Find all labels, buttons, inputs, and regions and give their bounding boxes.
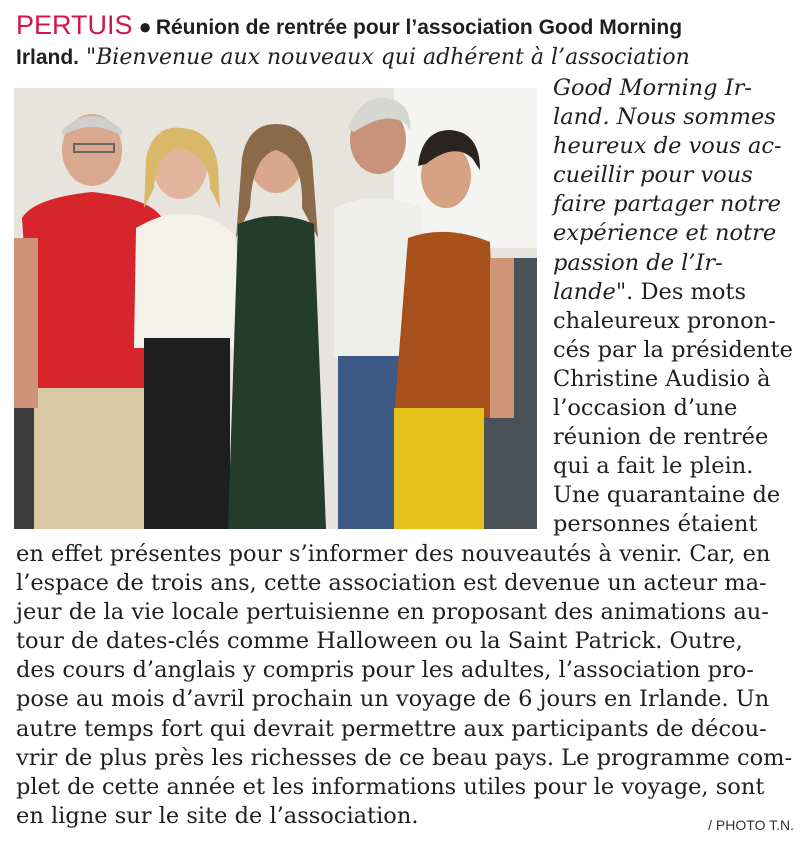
column-text [553, 74, 803, 540]
group-photo [14, 88, 537, 529]
body-line: en effet présentes pour s’informer des nouveautés à venir. Car, en [16, 541, 771, 567]
body-line: des cours d’anglais y compris pour les adultes, l’association pro- [16, 657, 754, 684]
column-line: passion de l’Ir- [553, 249, 723, 276]
body-line: tour de dates-clés comme Halloween ou la Saint Patrick. Outre, [16, 628, 743, 655]
headline-line-2 [16, 43, 806, 73]
column-line: faire partager notre [553, 191, 781, 218]
town-name: PERTUIS [16, 10, 133, 40]
column-line: Une quarantaine de [553, 482, 781, 509]
body-line: l’espace de trois ans, cette association est devenue un acteur ma- [16, 570, 767, 597]
column-line-rest: . Des mots [626, 278, 746, 305]
column-line: Christine Audisio à [553, 365, 771, 392]
body-line: jeur de la vie locale pertuisienne en proposant des animations au- [16, 599, 769, 626]
headline-line-1 [16, 10, 806, 43]
lead-title: Réunion de rentrée pour l’association Good Morning [155, 16, 683, 39]
body-line: plet de cette année et les informations utiles pour le voyage, sont [16, 773, 765, 800]
column-line: Good Morning Ir- [553, 75, 752, 101]
headline [16, 10, 806, 73]
quote-end: lande" [553, 278, 627, 305]
person-3-green-top [228, 124, 326, 529]
bullet-icon: ● [138, 14, 152, 39]
column-line: personnes étaient [553, 511, 758, 538]
group-photo-illustration [14, 88, 537, 529]
quote-start: "Bienvenue aux nouveaux qui adhérent à l’association [86, 45, 690, 70]
body-line: vrir de plus près les richesses de ce beau pays. Le programme com- [16, 744, 793, 771]
column-line: cueillir pour vous [553, 162, 753, 189]
column-line: chaleureux pronon- [553, 307, 776, 334]
body-line: autre temps fort qui devrait permettre aux participants de décou- [16, 715, 767, 742]
body-line: en ligne sur le site de l’association. [16, 802, 419, 829]
column-line-mixed [553, 278, 803, 307]
column-line: qui a fait le plein. [553, 453, 754, 480]
body-text [16, 540, 806, 831]
photo-credit: / PHOTO T.N. [708, 817, 794, 833]
column-line: réunion de rentrée [553, 424, 769, 451]
column-line: heureux de vous ac- [553, 133, 782, 160]
column-line: land. Nous sommes [553, 104, 776, 131]
column-line: l’occasion d’une [553, 395, 738, 422]
body-line: pose au mois d’avril prochain un voyage de 6 jours en Irlande. Un [16, 686, 770, 713]
lead-title-end: Irland. [16, 46, 80, 69]
column-line: cés par la présidente [553, 336, 793, 363]
column-line: expérience et notre [553, 220, 777, 247]
